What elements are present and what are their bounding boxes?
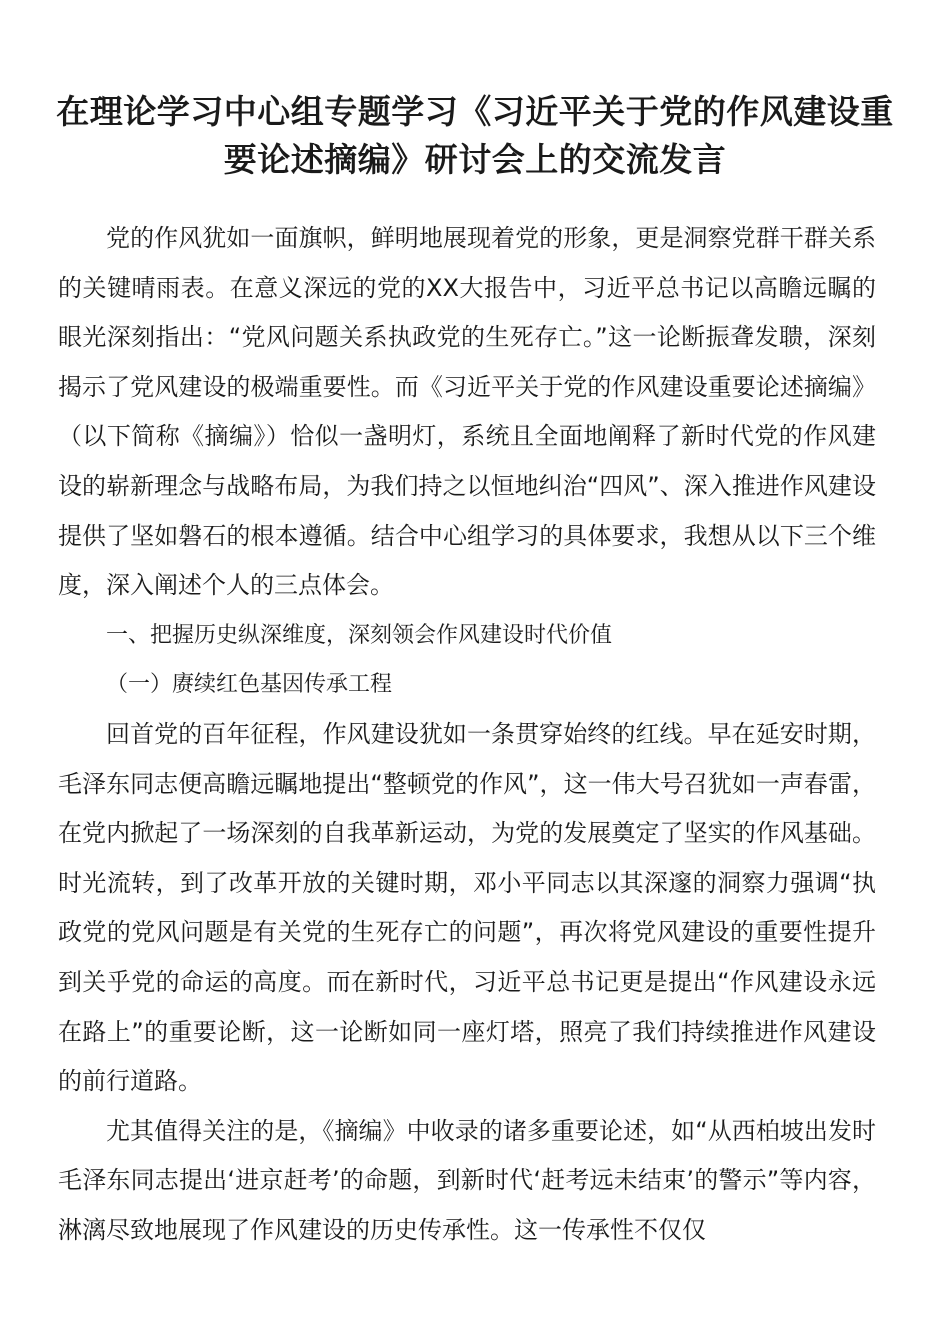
section-heading-1: 一、把握历史纵深维度，深刻领会作风建设时代价值: [106, 622, 613, 648]
body-paragraph-2: 回首党的百年征程，作风建设犹如一条贯穿始终的红线。早在延安时期，毛泽东同志便高瞻远瞩地提出“整顿党的作风”，这一伟大号召犹如一声春雷，在党内掀起了一场深刻的自我革新运动，为党的发展奠定了坚实的作风基础。时光流转，到了改革开放的关键时期，邓小平同志以其深邃的洞察力强调“执政党的党风问题是有关党的生死存亡的问题”，再次将党风建设的重要性提升到关乎党的命运的高度。而在新时代，习近平总书记更是提出“作风建设永远在路上”的重要论断，这一论断如同一座灯塔，照亮了我们持续推进作风建设的前行道路。: [58, 719, 876, 1096]
document-title: 在理论学习中心组专题学习《习近平关于党的作风建设重要论述摘编》研讨会上的交流发言: [56, 92, 894, 180]
intro-paragraph: 党的作风犹如一面旗帜，鲜明地展现着党的形象，更是洞察党群干群关系的关键晴雨表。在意义深远的党的XX大报告中，习近平总书记以高瞻远瞩的眼光深刻指出：“党风问题关系执政党的生死存亡。”这一论断振聋发聩，深刻揭示了党风建设的极端重要性。而《习近平关于党的作风建设重要论述摘编》（以下简称《摘编》）恰似一盏明灯，系统且全面地阐释了新时代党的作风建设的崭新理念与战略布局，为我们持之以恒地纠治“四风”、深入推进作风建设提供了坚如磐石的根本遵循。结合中心组学习的具体要求，我想从以下三个维度，深入阐述个人的三点体会。: [58, 224, 876, 600]
document-body: [58, 214, 876, 1255]
subsection-heading-1: （一）赓续红色基因传承工程: [106, 672, 393, 698]
body-paragraph-3: 尤其值得关注的是，《摘编》中收录的诸多重要论述，如“从西柏坡出发时毛泽东同志提出‘进京赶考’的命题，到新时代‘赶考远未结束’的警示”等内容，淋漓尽致地展现了作风建设的历史传承性。这一传承性不仅仅: [58, 1116, 876, 1244]
